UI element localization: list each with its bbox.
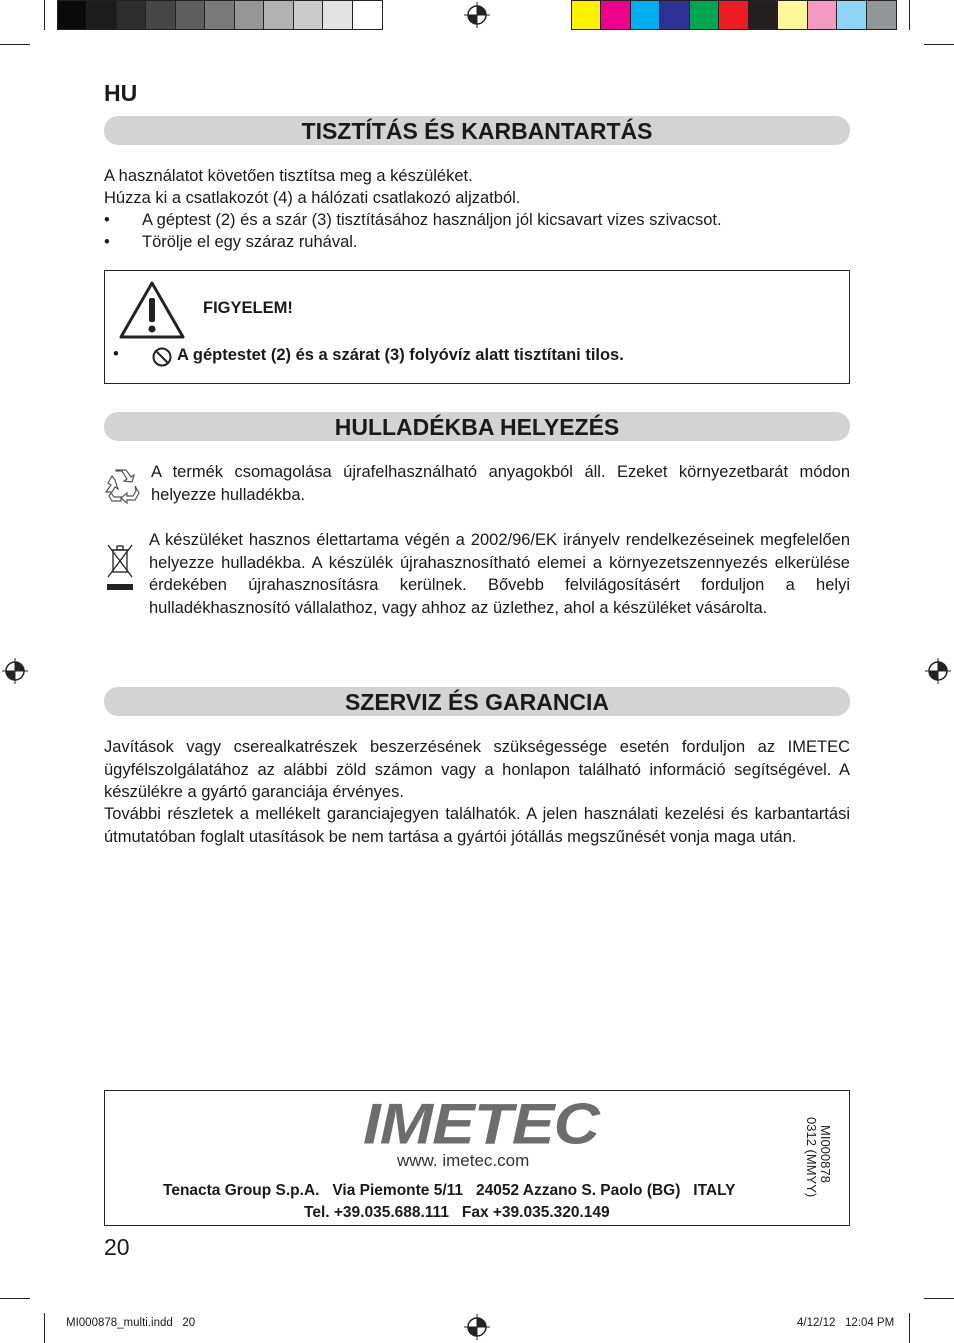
cleaning-bullet-1: A géptest (2) és a szár (3) tisztításához használjon jól kicsavart vizes szivacsot. xyxy=(142,211,722,229)
section-title-cleaning: TISZTÍTÁS ÉS KARBANTARTÁS xyxy=(104,116,850,145)
color-swatch xyxy=(323,1,352,29)
warning-label: FIGYELEM! xyxy=(203,299,293,317)
color-swatch xyxy=(808,1,837,29)
date-code: 0312 (MMYY) xyxy=(804,1117,819,1198)
color-swatch xyxy=(719,1,748,29)
crop-mark xyxy=(44,1313,45,1343)
registration-mark-icon xyxy=(925,658,951,684)
prohibited-icon xyxy=(152,347,172,367)
crop-mark xyxy=(924,44,954,45)
disposal-packaging-text: A termék csomagolása újrafelhasználható anyagokból áll. Ezeket környezetbarát módon helyezze hulladékba. xyxy=(151,463,850,504)
crop-mark xyxy=(0,1298,30,1299)
color-swatch xyxy=(353,1,382,29)
disposal-device-text: A készüléket hasznos élettartama végén a 2002/96/EK irányelv rendelkezéseinek megfelelően helyezze hulladékba. A készülék újrahasznosítható elemei a környezetszennyezés elkerülése érdekében újrahasznosításra kerülnek. Bővebb felvilágosításért forduljon a helyi hulladékhasznosító vállalathoz, vagy ahhoz az üzlethez, ahol a készüléket vásárolta. xyxy=(149,531,850,617)
bullet-marker: • xyxy=(113,345,119,363)
crop-mark xyxy=(0,44,30,45)
bullet-marker: • xyxy=(104,233,110,251)
color-swatch xyxy=(601,1,630,29)
gray-calibration-bar xyxy=(57,0,383,30)
cleaning-line-1: A használatot követően tisztítsa meg a készüléket. xyxy=(104,167,473,185)
color-swatch xyxy=(749,1,778,29)
registration-mark-icon xyxy=(464,1314,490,1340)
color-calibration-bar xyxy=(571,0,897,30)
color-swatch xyxy=(87,1,116,29)
color-swatch xyxy=(205,1,234,29)
color-swatch xyxy=(294,1,323,29)
manufacturer-footer xyxy=(104,1090,850,1226)
color-swatch xyxy=(867,1,896,29)
slug-timestamp: 4/12/12 12:04 PM xyxy=(797,1317,895,1329)
crop-mark xyxy=(909,1313,910,1343)
warning-text: A géptestet (2) és a szárat (3) folyóvíz alatt tisztítani tilos. xyxy=(177,346,624,364)
imetec-logo: IMETEC xyxy=(363,1091,599,1157)
color-swatch xyxy=(690,1,719,29)
warning-triangle-icon xyxy=(118,280,186,340)
color-swatch xyxy=(146,1,175,29)
color-swatch xyxy=(176,1,205,29)
color-swatch xyxy=(235,1,264,29)
website: www. imetec.com xyxy=(397,1151,530,1170)
service-paragraph-2: További részletek a mellékelt garanciajegyen találhatók. A jelen használati kezelési és karbantartási útmutatóban foglalt utasítások be nem tartása a gyártói jótállás megszűnését vonja maga után. xyxy=(104,805,850,846)
registration-mark-icon xyxy=(2,658,28,684)
service-paragraph-1: Javítások vagy cserealkatrészek beszerzésének szükségessége esetén forduljon az IMETEC ügyfélszolgálatához az alábbi zöld számon vagy a honlapon található információ segítségével. A készülékre a gyártó garanciája érvényes. xyxy=(104,738,850,801)
crop-mark xyxy=(909,0,910,30)
color-swatch xyxy=(778,1,807,29)
crop-mark xyxy=(924,1298,954,1299)
recycle-icon xyxy=(103,468,141,504)
section-title-disposal: HULLADÉKBA HELYEZÉS xyxy=(104,412,850,441)
warning-box xyxy=(104,270,850,384)
cleaning-line-2: Húzza ki a csatlakozót (4) a hálózati csatlakozó aljzatból. xyxy=(104,189,521,207)
document-code: MI000878 xyxy=(818,1125,833,1183)
color-swatch xyxy=(117,1,146,29)
color-swatch xyxy=(264,1,293,29)
color-swatch xyxy=(837,1,866,29)
color-swatch xyxy=(660,1,689,29)
weee-bin-icon xyxy=(106,541,134,593)
crop-mark xyxy=(44,0,45,30)
language-code: HU xyxy=(104,80,138,106)
slug-filename: MI000878_multi.indd 20 xyxy=(66,1317,196,1329)
bullet-marker: • xyxy=(104,211,110,229)
page-number: 20 xyxy=(104,1234,130,1260)
color-swatch xyxy=(572,1,601,29)
company-phone: Tel. +39.035.688.111 Fax +39.035.320.149 xyxy=(304,1204,610,1221)
color-swatch xyxy=(631,1,660,29)
section-title-service: SZERVIZ ÉS GARANCIA xyxy=(104,687,850,716)
registration-mark-icon xyxy=(464,2,490,28)
color-swatch xyxy=(58,1,87,29)
cleaning-bullet-2: Törölje el egy száraz ruhával. xyxy=(142,233,358,251)
company-address: Tenacta Group S.p.A. Via Piemonte 5/11 24052 Azzano S. Paolo (BG) ITALY xyxy=(163,1182,736,1199)
